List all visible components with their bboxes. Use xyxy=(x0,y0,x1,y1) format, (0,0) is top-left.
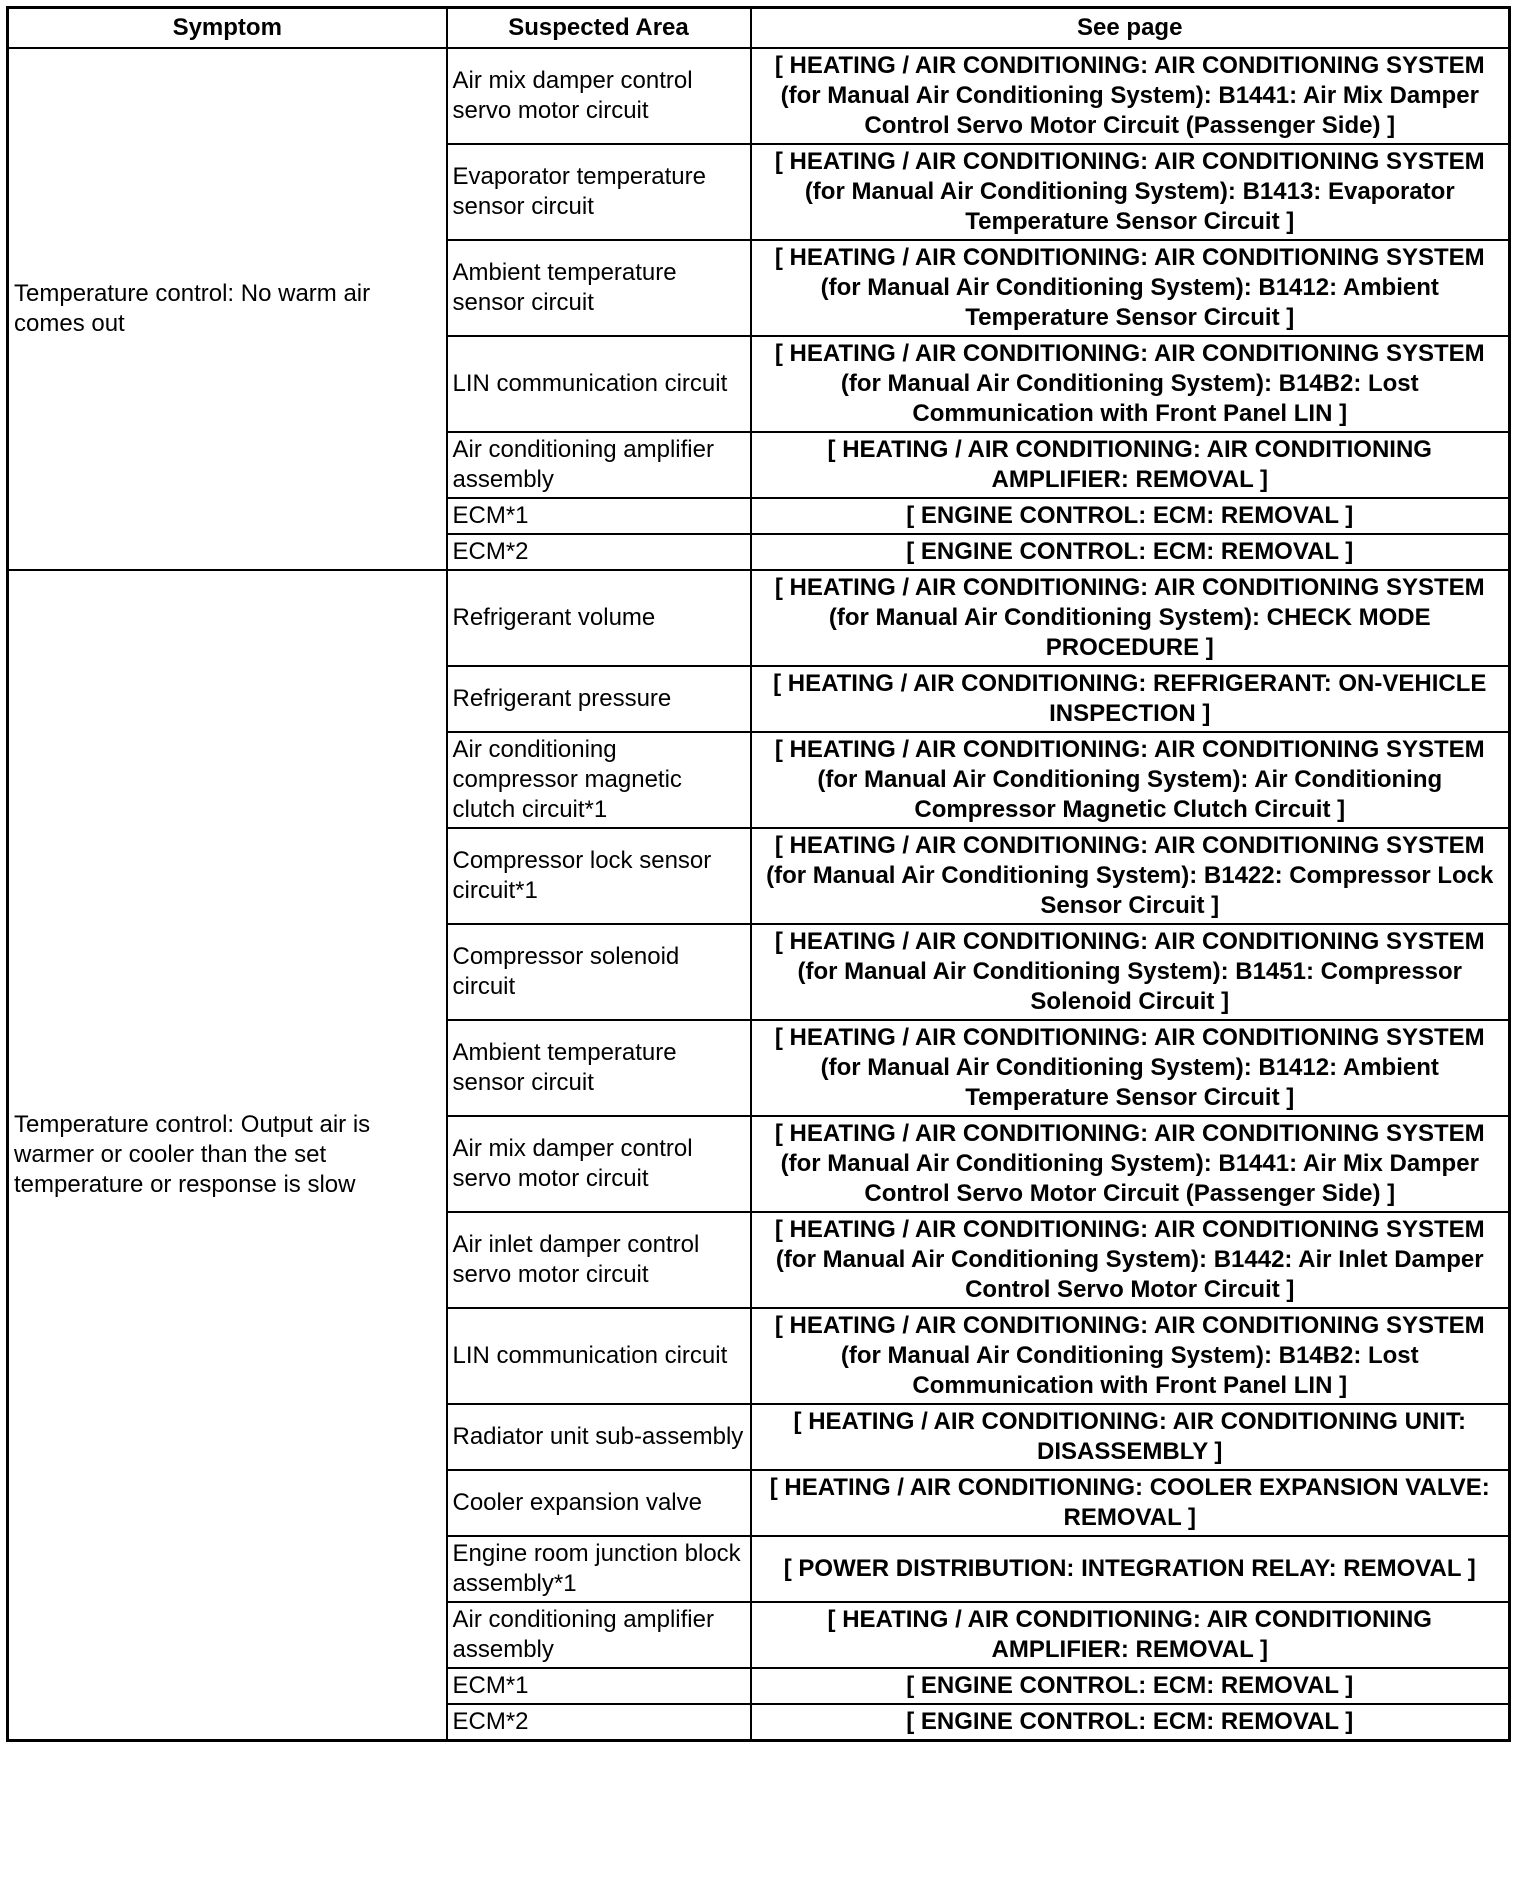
table-row xyxy=(8,48,1510,144)
header-row xyxy=(8,8,1510,49)
see-page-cell: [ HEATING / AIR CONDITIONING: AIR CONDITIONING SYSTEM (for Manual Air Conditioning System): B1412: Ambient Temperature Sensor Circuit ] xyxy=(751,1020,1510,1116)
suspected-area-cell: Evaporator temperature sensor circuit xyxy=(447,144,751,240)
see-page-cell: [ HEATING / AIR CONDITIONING: AIR CONDITIONING SYSTEM (for Manual Air Conditioning System): B1412: Ambient Temperature Sensor Circuit ] xyxy=(751,240,1510,336)
see-page-cell: [ HEATING / AIR CONDITIONING: AIR CONDITIONING AMPLIFIER: REMOVAL ] xyxy=(751,432,1510,498)
see-page-cell: [ HEATING / AIR CONDITIONING: REFRIGERANT: ON-VEHICLE INSPECTION ] xyxy=(751,666,1510,732)
see-page-cell: [ HEATING / AIR CONDITIONING: AIR CONDITIONING SYSTEM (for Manual Air Conditioning System): B1441: Air Mix Damper Control Servo Motor Circuit (Passenger Side) ] xyxy=(751,1116,1510,1212)
table-body xyxy=(8,48,1510,1741)
see-page-cell: [ HEATING / AIR CONDITIONING: AIR CONDITIONING SYSTEM (for Manual Air Conditioning System): B1422: Compressor Lock Sensor Circuit ] xyxy=(751,828,1510,924)
suspected-area-cell: ECM*2 xyxy=(447,1704,751,1741)
suspected-area-cell: Ambient temperature sensor circuit xyxy=(447,1020,751,1116)
suspected-area-cell: ECM*1 xyxy=(447,498,751,534)
suspected-area-cell: ECM*1 xyxy=(447,1668,751,1704)
header-suspected-area: Suspected Area xyxy=(447,8,751,49)
symptom-cell: Temperature control: No warm air comes out xyxy=(8,48,447,570)
header-see-page: See page xyxy=(751,8,1510,49)
see-page-cell: [ HEATING / AIR CONDITIONING: AIR CONDITIONING SYSTEM (for Manual Air Conditioning System): B1442: Air Inlet Damper Control Servo Motor Circuit ] xyxy=(751,1212,1510,1308)
suspected-area-cell: Air inlet damper control servo motor circuit xyxy=(447,1212,751,1308)
suspected-area-cell: LIN communication circuit xyxy=(447,336,751,432)
see-page-cell: [ ENGINE CONTROL: ECM: REMOVAL ] xyxy=(751,1668,1510,1704)
see-page-cell: [ ENGINE CONTROL: ECM: REMOVAL ] xyxy=(751,498,1510,534)
see-page-cell: [ HEATING / AIR CONDITIONING: AIR CONDITIONING AMPLIFIER: REMOVAL ] xyxy=(751,1602,1510,1668)
suspected-area-cell: Engine room junction block assembly*1 xyxy=(447,1536,751,1602)
suspected-area-cell: Air conditioning compressor magnetic clutch circuit*1 xyxy=(447,732,751,828)
suspected-area-cell: Refrigerant pressure xyxy=(447,666,751,732)
suspected-area-cell: Air conditioning amplifier assembly xyxy=(447,1602,751,1668)
see-page-cell: [ HEATING / AIR CONDITIONING: AIR CONDITIONING UNIT: DISASSEMBLY ] xyxy=(751,1404,1510,1470)
see-page-cell: [ HEATING / AIR CONDITIONING: AIR CONDITIONING SYSTEM (for Manual Air Conditioning System): CHECK MODE PROCEDURE ] xyxy=(751,570,1510,666)
see-page-cell: [ ENGINE CONTROL: ECM: REMOVAL ] xyxy=(751,1704,1510,1741)
see-page-cell: [ HEATING / AIR CONDITIONING: AIR CONDITIONING SYSTEM (for Manual Air Conditioning System): Air Conditioning Compressor Magnetic Clutch Circuit ] xyxy=(751,732,1510,828)
suspected-area-cell: Air mix damper control servo motor circuit xyxy=(447,48,751,144)
see-page-cell: [ HEATING / AIR CONDITIONING: AIR CONDITIONING SYSTEM (for Manual Air Conditioning System): B14B2: Lost Communication with Front Panel LIN ] xyxy=(751,336,1510,432)
see-page-cell: [ ENGINE CONTROL: ECM: REMOVAL ] xyxy=(751,534,1510,570)
suspected-area-cell: Radiator unit sub-assembly xyxy=(447,1404,751,1470)
suspected-area-cell: LIN communication circuit xyxy=(447,1308,751,1404)
suspected-area-cell: Air conditioning amplifier assembly xyxy=(447,432,751,498)
suspected-area-cell: Compressor solenoid circuit xyxy=(447,924,751,1020)
symptom-table xyxy=(6,6,1511,1742)
see-page-cell: [ POWER DISTRIBUTION: INTEGRATION RELAY: REMOVAL ] xyxy=(751,1536,1510,1602)
table-row xyxy=(8,570,1510,666)
symptom-cell: Temperature control: Output air is warmer or cooler than the set temperature or response is slow xyxy=(8,570,447,1741)
suspected-area-cell: Compressor lock sensor circuit*1 xyxy=(447,828,751,924)
suspected-area-cell: Ambient temperature sensor circuit xyxy=(447,240,751,336)
see-page-cell: [ HEATING / AIR CONDITIONING: AIR CONDITIONING SYSTEM (for Manual Air Conditioning System): B1413: Evaporator Temperature Sensor Circuit ] xyxy=(751,144,1510,240)
see-page-cell: [ HEATING / AIR CONDITIONING: AIR CONDITIONING SYSTEM (for Manual Air Conditioning System): B1441: Air Mix Damper Control Servo Motor Circuit (Passenger Side) ] xyxy=(751,48,1510,144)
suspected-area-cell: Cooler expansion valve xyxy=(447,1470,751,1536)
suspected-area-cell: Refrigerant volume xyxy=(447,570,751,666)
see-page-cell: [ HEATING / AIR CONDITIONING: AIR CONDITIONING SYSTEM (for Manual Air Conditioning System): B1451: Compressor Solenoid Circuit ] xyxy=(751,924,1510,1020)
suspected-area-cell: Air mix damper control servo motor circuit xyxy=(447,1116,751,1212)
see-page-cell: [ HEATING / AIR CONDITIONING: COOLER EXPANSION VALVE: REMOVAL ] xyxy=(751,1470,1510,1536)
see-page-cell: [ HEATING / AIR CONDITIONING: AIR CONDITIONING SYSTEM (for Manual Air Conditioning System): B14B2: Lost Communication with Front Panel LIN ] xyxy=(751,1308,1510,1404)
suspected-area-cell: ECM*2 xyxy=(447,534,751,570)
header-symptom: Symptom xyxy=(8,8,447,49)
